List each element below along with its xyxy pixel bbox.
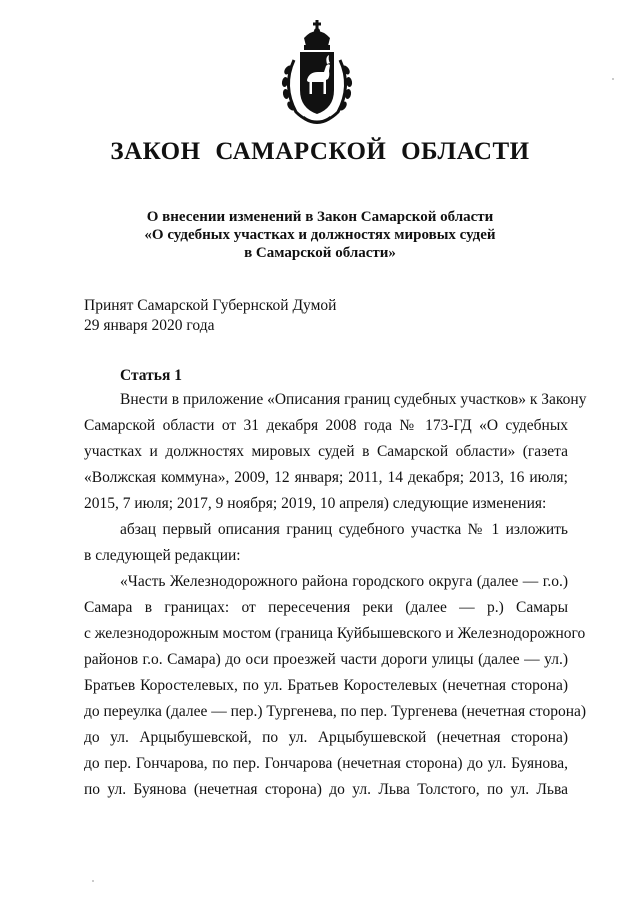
paragraph-edit-instruction bbox=[84, 517, 568, 569]
adoption-note bbox=[84, 296, 336, 336]
paragraph-line: с железнодорожным мостом (граница Куйбышевского и Железнодорожного bbox=[84, 625, 586, 642]
adoption-body: Принят Самарской Губернской Думой bbox=[84, 297, 337, 314]
law-title: ЗАКОН САМАРСКОЙ ОБЛАСТИ bbox=[110, 138, 530, 165]
scan-speck bbox=[612, 78, 614, 80]
paragraph-amendment-intro bbox=[84, 387, 587, 517]
paragraph-line: районов г.о. Самара) до оси проезжей части дороги улицы (далее — ул.) bbox=[84, 651, 568, 668]
paragraph-line: Самарской области от 31 декабря 2008 года № 173-ГД «О судебных bbox=[84, 417, 568, 434]
paragraph-line: 2015, 7 июля; 2017, 9 ноября; 2019, 10 апреля) следующие изменения: bbox=[84, 495, 547, 512]
paragraph-line: Братьев Коростелевых, по ул. Братьев Коростелевых (нечетная сторона) bbox=[84, 677, 568, 694]
scan-speck bbox=[92, 880, 94, 882]
paragraph-line: по ул. Буянова (нечетная сторона) до ул. Льва Толстого, по ул. Льва bbox=[84, 781, 568, 798]
samara-coat-of-arms-icon bbox=[276, 16, 358, 128]
subtitle-line: в Самарской области» bbox=[244, 245, 396, 261]
subtitle-line: О внесении изменений в Закон Самарской области bbox=[146, 209, 494, 225]
paragraph-line: Самара в границах: от пересечения реки (далее — р.) Самары bbox=[84, 599, 568, 616]
paragraph-line: до пер. Гончарова, по пер. Гончарова (нечетная сторона) до ул. Буянова, bbox=[84, 755, 568, 772]
paragraph-line: до переулка (далее — пер.) Тургенева, по пер. Тургенева (нечетная сторона) bbox=[84, 703, 587, 720]
paragraph-line: до ул. Арцыбушевской, по ул. Арцыбушевской (нечетная сторона) bbox=[84, 729, 568, 746]
paragraph-line: участках и должностях мировых судей в Самарской области» (газета bbox=[84, 443, 568, 460]
law-subtitle bbox=[0, 208, 640, 262]
paragraph-line: в следующей редакции: bbox=[84, 547, 241, 564]
paragraph-district-boundaries bbox=[84, 569, 587, 803]
paragraph-line: абзац первый описания границ судебного участка № 1 изложить bbox=[120, 521, 568, 538]
paragraph-line: «Волжская коммуна», 2009, 12 января; 2011, 14 декабря; 2013, 16 июля; bbox=[84, 469, 568, 486]
paragraph-line: «Часть Железнодорожного района городского округа (далее — г.о.) bbox=[120, 573, 568, 590]
paragraph-line: Внести в приложение «Описания границ судебных участков» к Закону bbox=[120, 391, 587, 408]
article-heading: Статья 1 bbox=[120, 367, 182, 384]
adoption-date: 29 января 2020 года bbox=[84, 317, 215, 334]
subtitle-line: «О судебных участках и должностях мировых судей bbox=[144, 227, 496, 243]
